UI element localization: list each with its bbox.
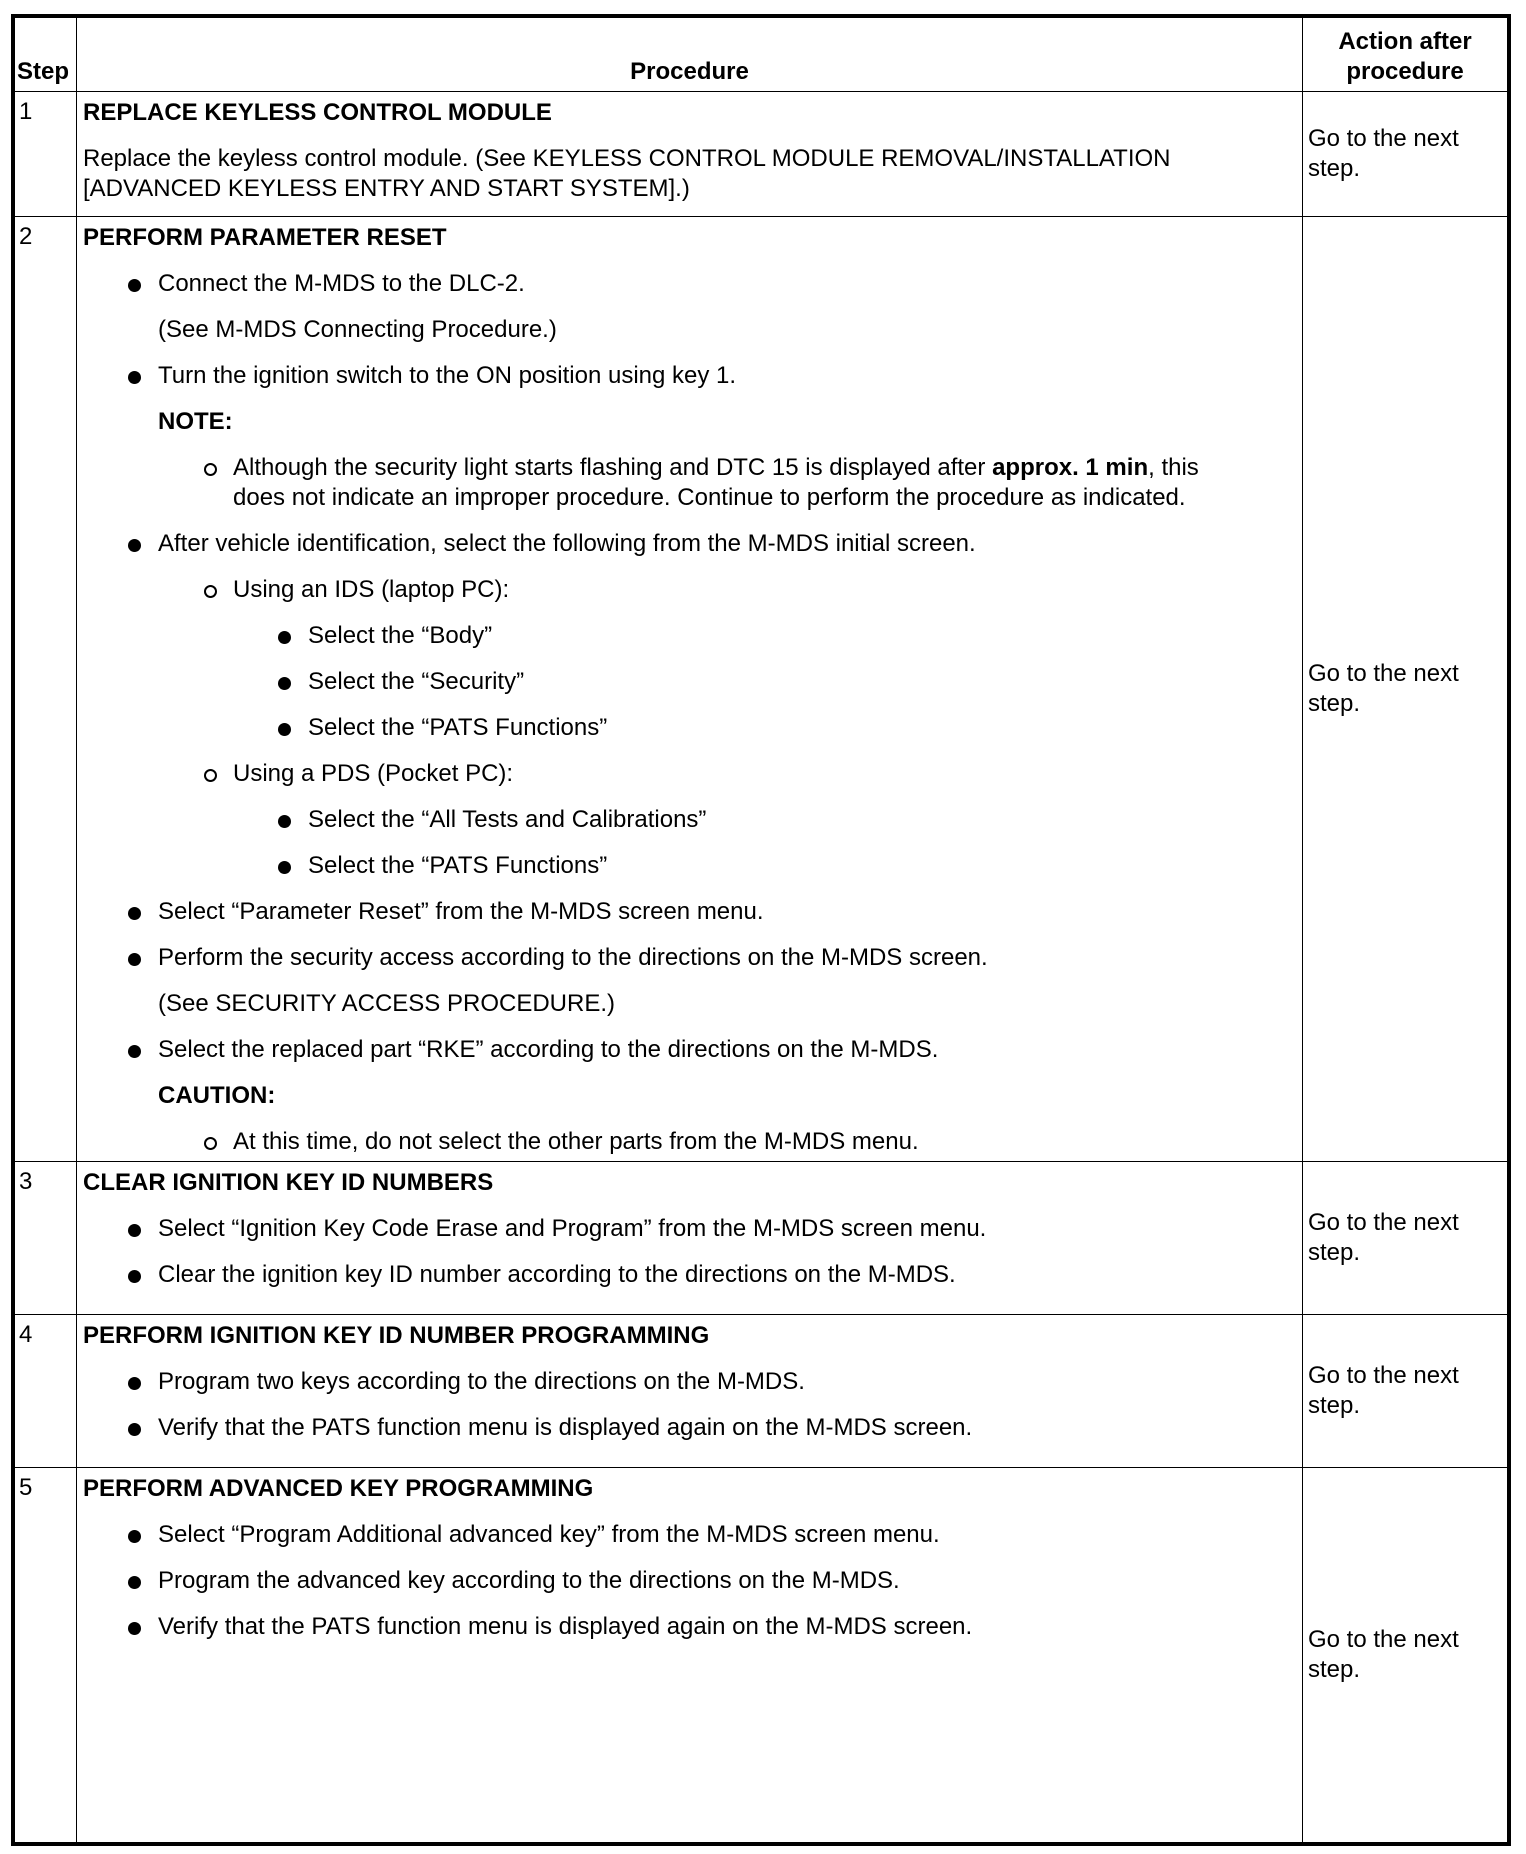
list-item: Connect the M-MDS to the DLC-2. — [83, 269, 1294, 299]
bullet-icon — [128, 1045, 141, 1058]
header-action: Action after procedure — [1303, 18, 1508, 92]
reference-text: (See M-MDS Connecting Procedure.) — [158, 316, 557, 343]
bullet-icon — [128, 1377, 141, 1390]
circle-bullet-icon — [204, 769, 217, 782]
list-item: Program two keys according to the directions on the M-MDS. — [83, 1367, 1294, 1397]
list-item: Select the replaced part “RKE” according to the directions on the M-MDS. — [83, 1035, 1294, 1065]
procedure-cell — [77, 1162, 1303, 1315]
caution-item: At this time, do not select the other parts from the M-MDS menu. — [83, 1127, 1294, 1157]
bullet-icon — [278, 861, 291, 874]
list-item: After vehicle identification, select the following from the M-MDS initial screen. — [83, 529, 1294, 559]
table-row — [15, 1315, 1508, 1468]
step-title: CLEAR IGNITION KEY ID NUMBERS — [83, 1169, 494, 1196]
bullet-icon — [278, 631, 291, 644]
circle-bullet-icon — [204, 585, 217, 598]
bullet-icon — [278, 723, 291, 736]
note-item: Although the security light starts flashing and DTC 15 is displayed after approx. 1 min, this does not indicate an improper procedure. Continue to perform the procedure as indicated. — [83, 453, 1294, 513]
bullet-icon — [128, 1224, 141, 1237]
table-row — [15, 217, 1508, 1162]
list-item: Select “Parameter Reset” from the M-MDS screen menu. — [83, 897, 1294, 927]
list-item: Program the advanced key according to the directions on the M-MDS. — [83, 1566, 1294, 1596]
table-row — [15, 1468, 1508, 1843]
step-number: 3 — [15, 1162, 77, 1315]
list-item: Select “Ignition Key Code Erase and Program” from the M-MDS screen menu. — [83, 1214, 1294, 1244]
table-row — [15, 92, 1508, 217]
circle-bullet-icon — [204, 463, 217, 476]
action-cell: Go to the next step. — [1303, 92, 1508, 217]
step-number: 2 — [15, 217, 77, 1162]
step-title: PERFORM PARAMETER RESET — [83, 224, 447, 251]
list-item: Select “Program Additional advanced key” from the M-MDS screen menu. — [83, 1520, 1294, 1550]
header-procedure: Procedure — [77, 18, 1303, 92]
note-label: NOTE: — [158, 408, 233, 435]
bullet-icon — [128, 1622, 141, 1635]
bullet-icon — [128, 1530, 141, 1543]
list-item: Perform the security access according to the directions on the M-MDS screen. — [83, 943, 1294, 973]
bullet-icon — [278, 815, 291, 828]
bullet-icon — [128, 907, 141, 920]
action-cell: Go to the next step. — [1303, 1315, 1508, 1468]
step-title: REPLACE KEYLESS CONTROL MODULE — [83, 99, 552, 126]
list-item: Verify that the PATS function menu is displayed again on the M-MDS screen. — [83, 1612, 1294, 1642]
header-step: Step — [15, 18, 77, 92]
action-cell: Go to the next step. — [1303, 1162, 1508, 1315]
bullet-icon — [128, 1270, 141, 1283]
step-text: Replace the keyless control module. (See KEYLESS CONTROL MODULE REMOVAL/INSTALLATION [ADVANCED KEYLESS ENTRY AND START SYSTEM].) — [83, 145, 1171, 202]
sub-sub-list-item: Select the “Security” — [83, 667, 1294, 697]
action-cell: Go to the next step. — [1303, 1468, 1508, 1843]
reference-text: (See SECURITY ACCESS PROCEDURE.) — [158, 990, 615, 1017]
step-number: 5 — [15, 1468, 77, 1843]
bullet-icon — [128, 1576, 141, 1589]
procedure-cell — [77, 1315, 1303, 1468]
sub-list-item: Using a PDS (Pocket PC): — [83, 759, 1294, 789]
sub-list-item: Using an IDS (laptop PC): — [83, 575, 1294, 605]
list-item: Clear the ignition key ID number according to the directions on the M-MDS. — [83, 1260, 1294, 1290]
sub-sub-list-item: Select the “PATS Functions” — [83, 713, 1294, 743]
caution-label: CAUTION: — [158, 1082, 276, 1109]
list-item: Turn the ignition switch to the ON position using key 1. — [83, 361, 1294, 391]
step-number: 4 — [15, 1315, 77, 1468]
step-title: PERFORM IGNITION KEY ID NUMBER PROGRAMMING — [83, 1322, 710, 1349]
step-number: 1 — [15, 92, 77, 217]
bullet-icon — [128, 279, 141, 292]
sub-sub-list-item: Select the “Body” — [83, 621, 1294, 651]
procedure-table — [11, 14, 1511, 1846]
list-item: Verify that the PATS function menu is displayed again on the M-MDS screen. — [83, 1413, 1294, 1443]
table-row — [15, 1162, 1508, 1315]
header-row — [15, 18, 1508, 92]
sub-sub-list-item: Select the “PATS Functions” — [83, 851, 1294, 881]
bullet-icon — [128, 539, 141, 552]
procedure-cell — [77, 1468, 1303, 1843]
circle-bullet-icon — [204, 1137, 217, 1150]
step-title: PERFORM ADVANCED KEY PROGRAMMING — [83, 1475, 594, 1502]
bullet-icon — [128, 1423, 141, 1436]
bullet-icon — [128, 953, 141, 966]
procedure-cell — [77, 92, 1303, 217]
procedure-cell — [77, 217, 1303, 1162]
bullet-icon — [128, 371, 141, 384]
action-cell: Go to the next step. — [1303, 217, 1508, 1162]
sub-sub-list-item: Select the “All Tests and Calibrations” — [83, 805, 1294, 835]
bullet-icon — [278, 677, 291, 690]
